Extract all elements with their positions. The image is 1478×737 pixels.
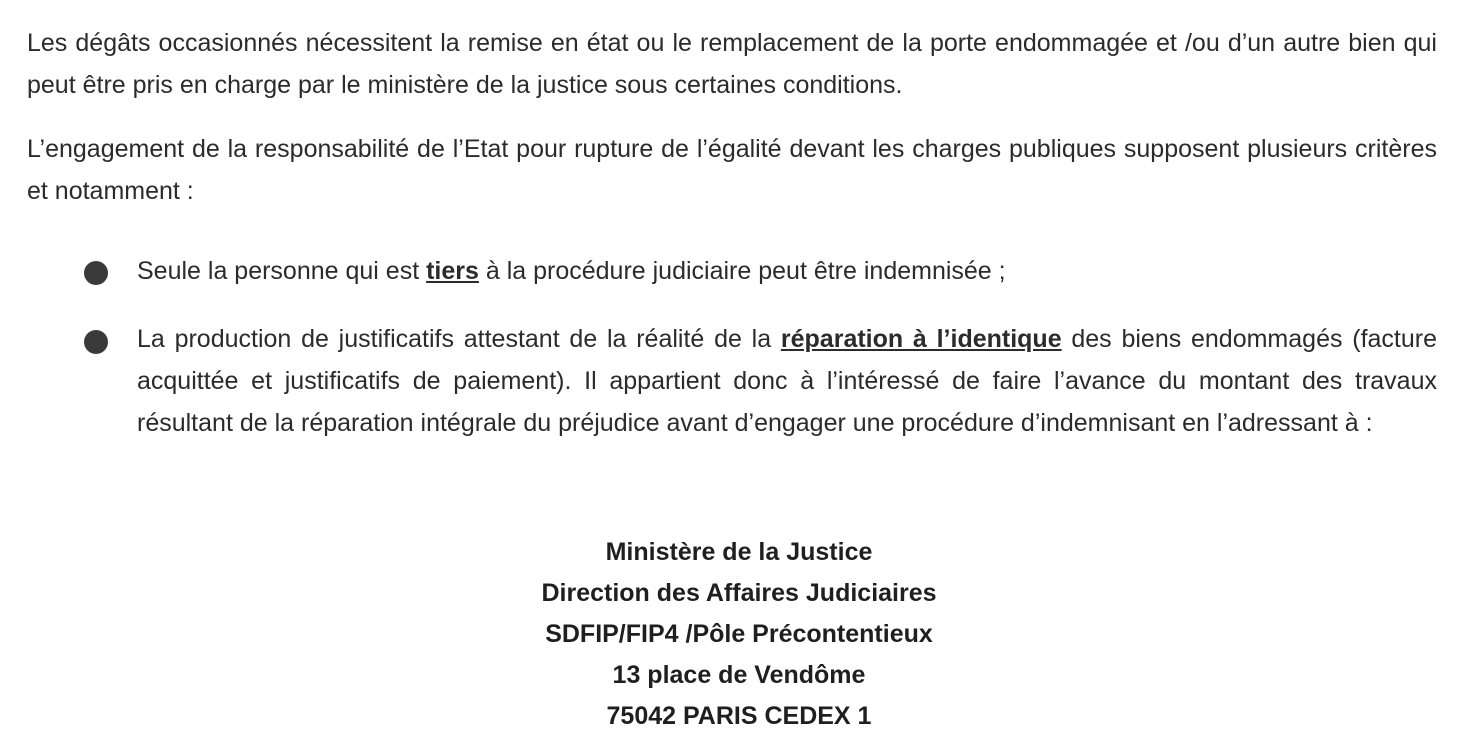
address-line-city: 75042 PARIS CEDEX 1	[606, 702, 872, 730]
bullet-text-after: à la procédure judiciaire peut être indemnisée ;	[478, 257, 1006, 285]
address-line-office: SDFIP/FIP4 /Pôle Précontentieux	[545, 620, 933, 648]
bullet-item-third-party	[137, 250, 1437, 292]
bullet-dot-icon	[84, 330, 108, 354]
bullet-item-proof-of-repair	[137, 318, 1437, 444]
address-line-direction: Direction des Affaires Judiciaires	[541, 579, 937, 607]
bullet-text-before: La production de justificatifs attestant de la réalité de la	[137, 325, 781, 353]
emphasis-tiers: tiers	[426, 257, 479, 285]
address-line-ministry: Ministère de la Justice	[605, 538, 873, 566]
paragraph-damages: Les dégâts occasionnés nécessitent la remise en état ou le remplacement de la porte endommagée et /ou d’un autre bien qui peut être pris en charge par le ministère de la justice sous certaines conditions.	[27, 29, 1437, 99]
mailing-address	[439, 532, 1039, 737]
bullet-text-after: des biens endommagés (facture acquittée et justificatifs de paiement). Il appartient donc à l’intéressé de faire l’avance du montant des travaux résultant de la réparation intégrale du préjudice avant d’engager une procédure d’indemnisant en l’adressant à :	[137, 325, 1437, 437]
emphasis-identical-repair: réparation à l’identique	[780, 325, 1062, 353]
address-line-street: 13 place de Vendôme	[612, 661, 866, 689]
paragraph-state-responsibility: L’engagement de la responsabilité de l’Etat pour rupture de l’égalité devant les charges publiques supposent plusieurs critères et notamment :	[27, 135, 1437, 205]
bullet-dot-icon	[84, 261, 108, 285]
bullet-text-before: Seule la personne qui est	[137, 257, 427, 285]
